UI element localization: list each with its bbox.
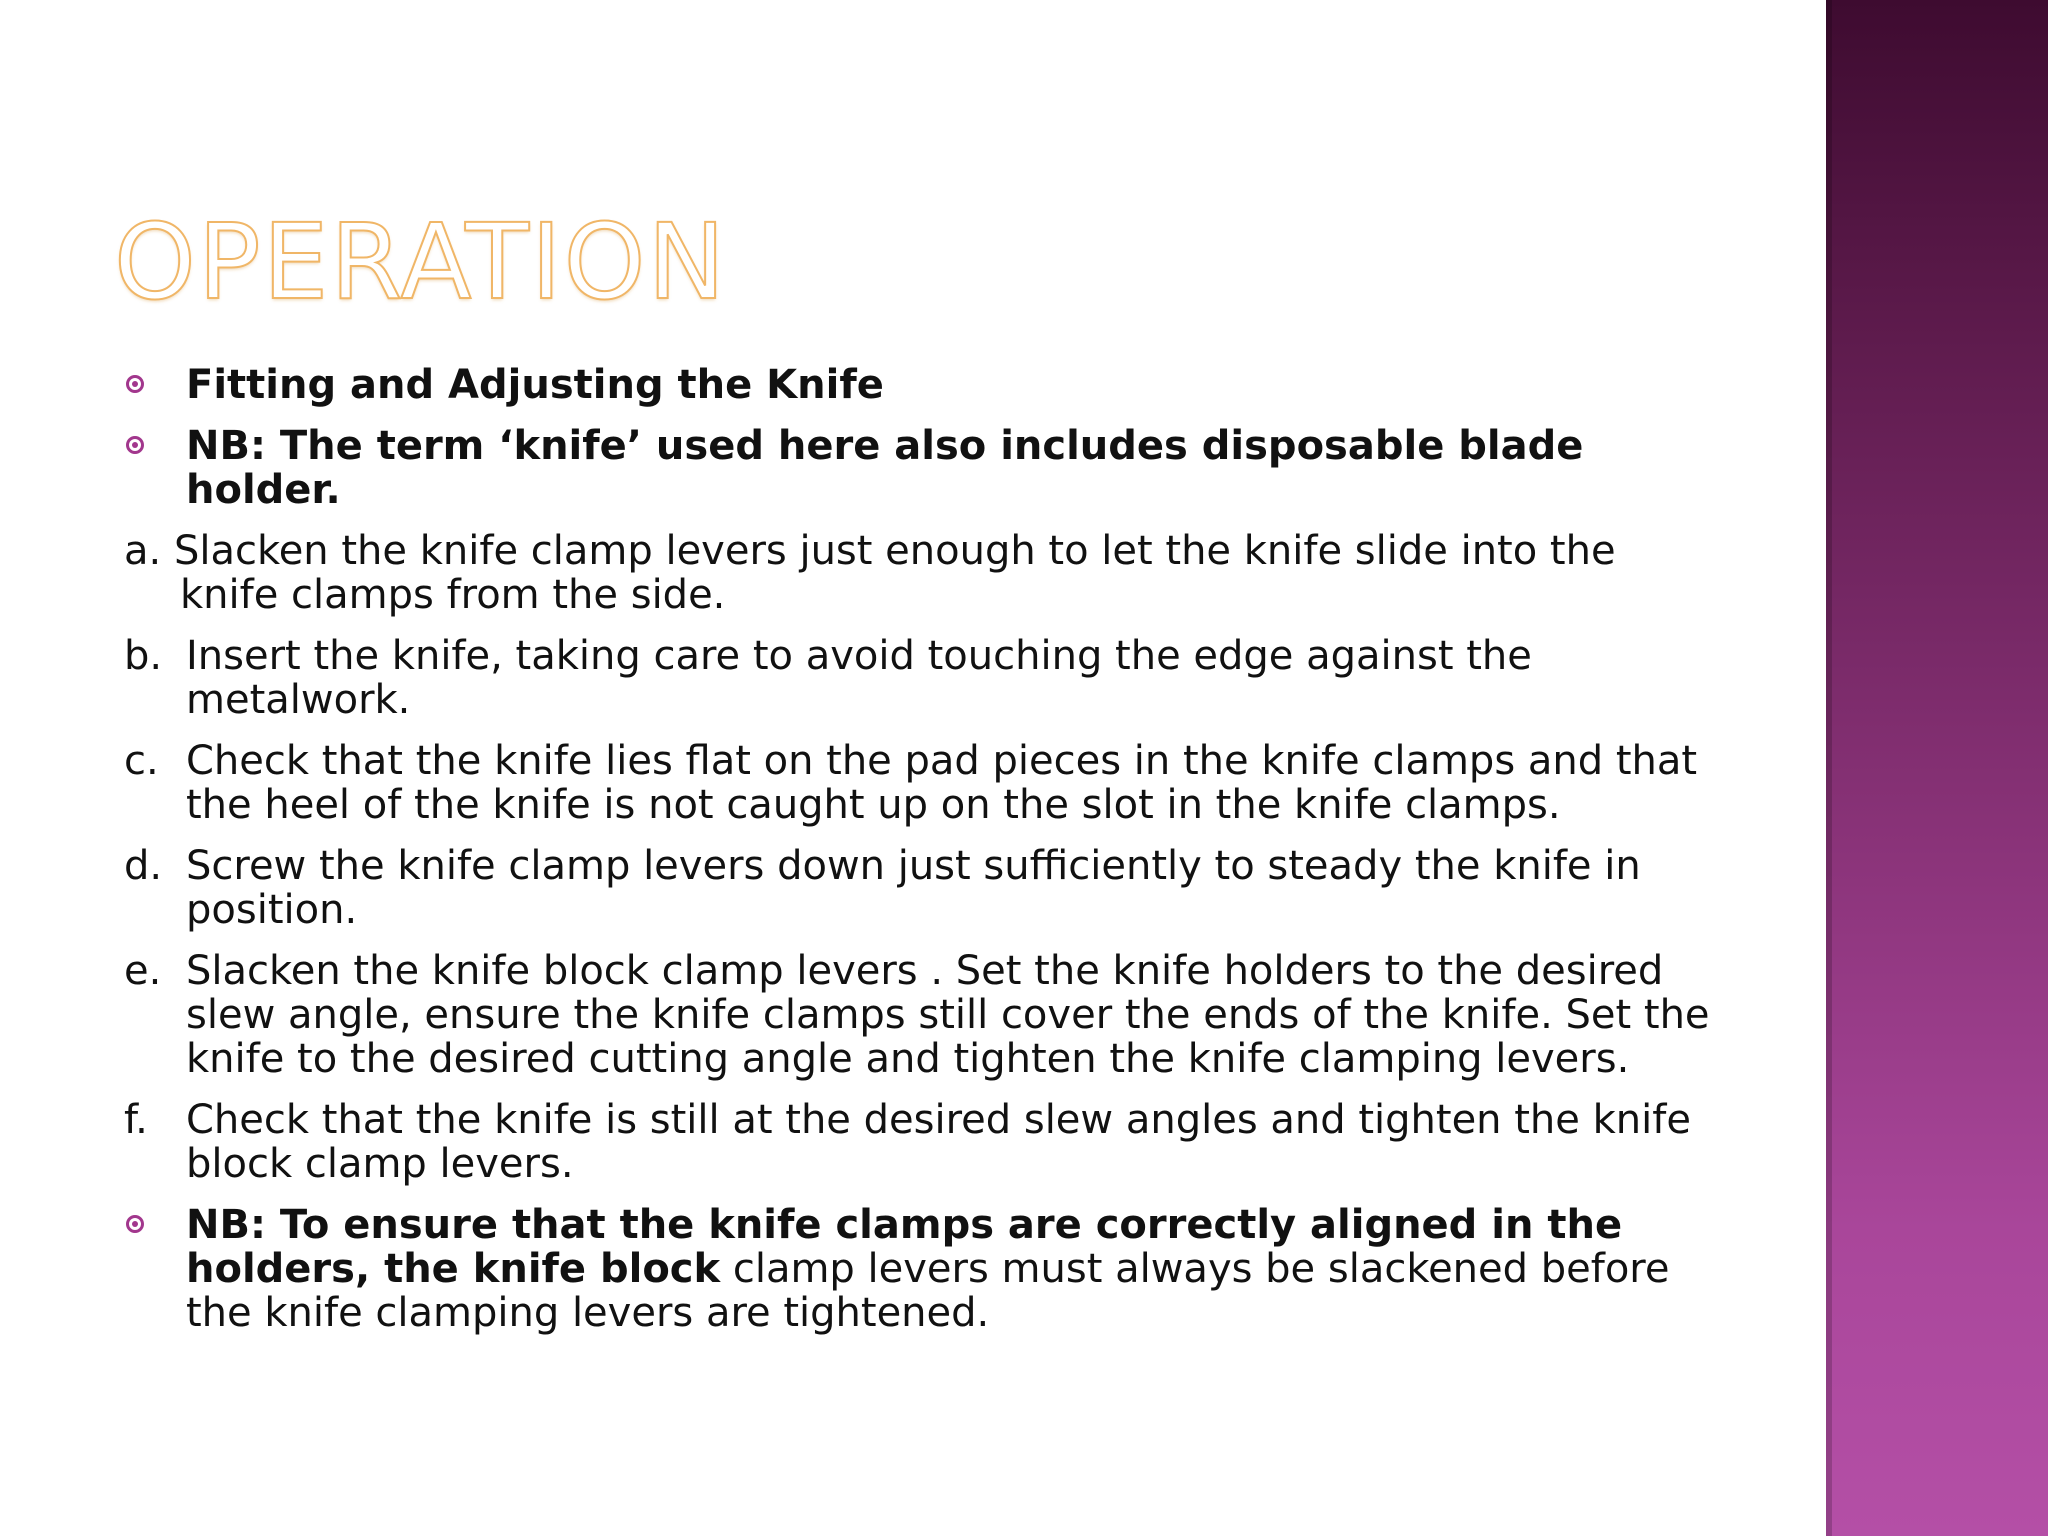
bullet-item-fitting (124, 363, 1714, 407)
step-e-text: Slacken the knife block clamp levers . Set the knife holders to the desired slew angle, ensure the knife clamps still cover the ends of the knife. Set the knife to the desired cutting angle and tighten the knife clamping levers. (186, 948, 1710, 1082)
step-b-text: Insert the knife, taking care to avoid touching the edge against the metalwork. (186, 633, 1532, 723)
slide-title: OPERATION (114, 201, 728, 323)
target-bullet-icon (126, 1215, 144, 1233)
step-b-marker: b. (124, 633, 163, 679)
step-e (124, 949, 1714, 1081)
bullet-text-fitting: Fitting and Adjusting the Knife (186, 362, 884, 408)
decorative-side-bar (1826, 0, 2048, 1536)
bullet-item-nb-final (124, 1203, 1714, 1335)
step-a-line2: knife clamps from the side. (180, 572, 726, 618)
slide-content (124, 363, 1714, 1352)
step-d-marker: d. (124, 843, 163, 889)
step-c-marker: c. (124, 738, 159, 784)
target-bullet-icon (126, 375, 144, 393)
step-d-text: Screw the knife clamp levers down just sufficiently to steady the knife in position. (186, 843, 1641, 933)
step-d (124, 844, 1714, 932)
bullet-text-nb-term: NB: The term ‘knife’ used here also includes disposable blade holder. (186, 423, 1584, 513)
step-c-text: Check that the knife lies flat on the pad pieces in the knife clamps and that the heel of the knife is not caught up on the slot in the knife clamps. (186, 738, 1698, 828)
step-f-marker: f. (124, 1097, 148, 1143)
nb-final-bold-text: NB: To ensure that the knife clamps are correctly aligned in the holders, the knife block (186, 1202, 1623, 1292)
step-b (124, 634, 1714, 722)
target-bullet-icon (126, 436, 144, 454)
step-a-line1: Slacken the knife clamp levers just enough to let the knife slide into the (173, 528, 1616, 574)
step-f-text: Check that the knife is still at the desired slew angles and tighten the knife block clamp levers. (186, 1097, 1691, 1187)
step-a-marker: a. (124, 528, 162, 574)
step-f (124, 1098, 1714, 1186)
bullet-item-nb-term (124, 424, 1714, 512)
nb-final-regular-text: clamp levers must always be slackened before the knife clamping levers are tightened. (186, 1246, 1670, 1336)
step-e-marker: e. (124, 948, 162, 994)
step-a (124, 529, 1714, 617)
step-c (124, 739, 1714, 827)
